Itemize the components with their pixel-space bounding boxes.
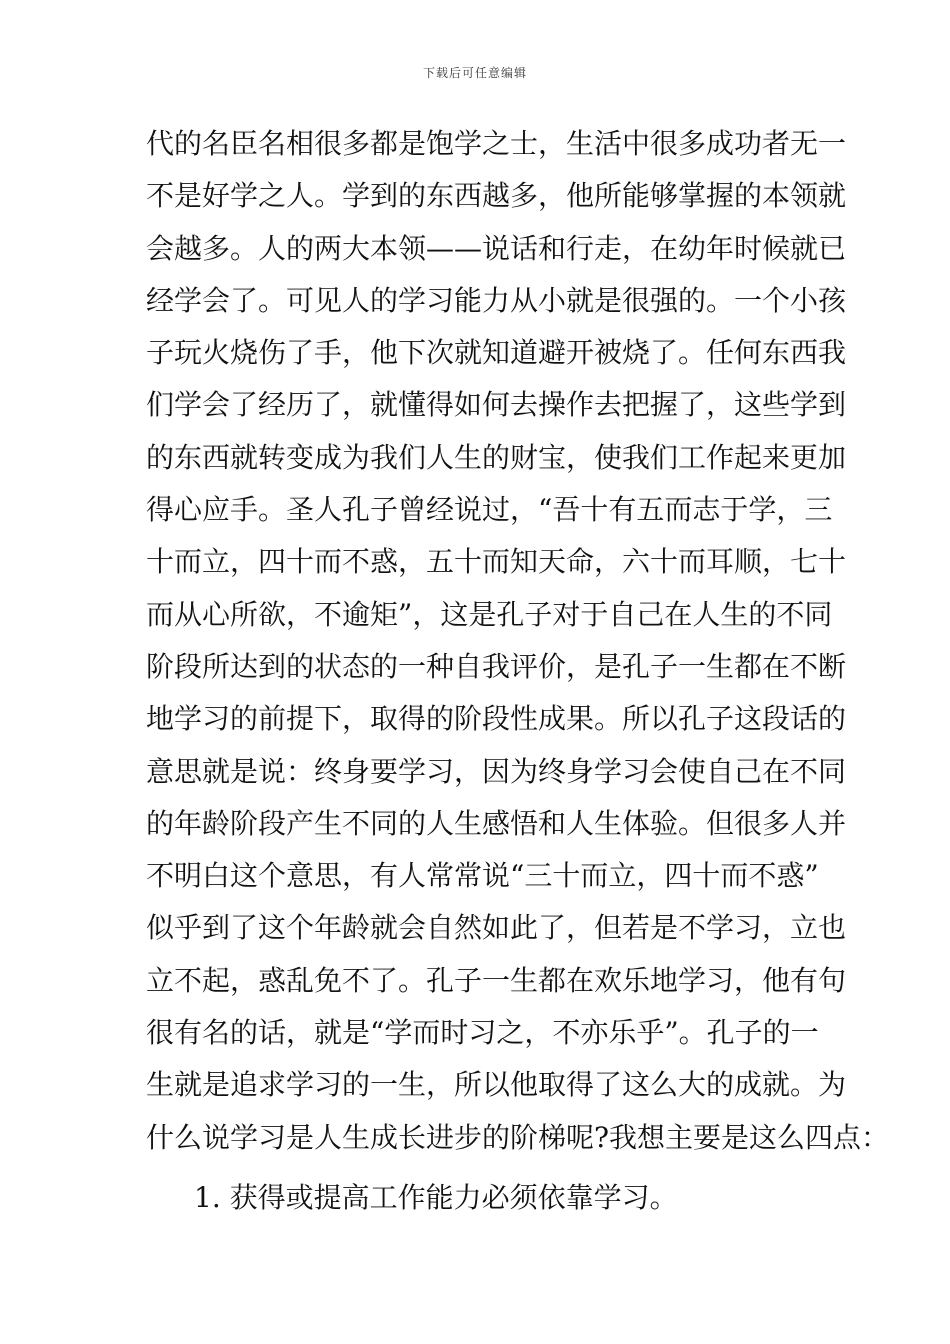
paragraph-line: 得心应手。圣人孔子曾经说过，“吾十有五而志于学，三 — [146, 493, 833, 527]
paragraph-line: 不是好学之人。学到的东西越多，他所能够掌握的本领就 — [146, 179, 847, 213]
paragraph-line: 不明白这个意思，有人常常说“三十而立，四十而不惑” — [146, 859, 819, 893]
body-paragraph — [146, 118, 890, 1164]
paragraph-line: 而从心所欲，不逾矩”，这是孔子对于自己在人生的不同 — [146, 597, 833, 631]
paragraph-line: 阶段所达到的状态的一种自我评价，是孔子一生都在不断 — [146, 649, 847, 683]
paragraph-line: 似乎到了这个年龄就会自然如此了，但若是不学习，立也 — [146, 911, 847, 945]
paragraph-line: 代的名臣名相很多都是饱学之士，生活中很多成功者无一 — [146, 127, 847, 160]
paragraph-line: 的年龄阶段产生不同的人生感悟和人生体验。但很多人并 — [146, 806, 847, 840]
paragraph-line: 经学会了。可见人的学习能力从小就是很强的。一个小孩 — [146, 283, 847, 317]
paragraph-line: 生就是追求学习的一生，所以他取得了这么大的成就。为 — [146, 1068, 847, 1102]
paragraph-line: 们学会了经历了，就懂得如何去操作去把握了，这些学到 — [146, 388, 847, 422]
paragraph-line: 立不起，惑乱免不了。孔子一生都在欢乐地学习，他有句 — [146, 963, 847, 997]
paragraph-line: 意思就是说：终身要学习，因为终身学习会使自己在不同 — [146, 754, 847, 788]
paragraph-line: 什么说学习是人生成长进步的阶梯呢?我想主要是这么四点： — [146, 1120, 890, 1154]
page-header: 下载后可任意编辑 — [422, 66, 527, 80]
list-item: 1. 获得或提高工作能力必须依靠学习。 — [194, 1181, 678, 1214]
paragraph-line: 的东西就转变成为我们人生的财宝，使我们工作起来更加 — [146, 440, 847, 474]
paragraph-line: 很有名的话，就是“学而时习之，不亦乐乎”。孔子的一 — [146, 1016, 819, 1050]
paragraph-line: 十而立，四十而不惑，五十而知天命，六十而耳顺，七十 — [146, 545, 847, 579]
paragraph-line: 子玩火烧伤了手，他下次就知道避开被烧了。任何东西我 — [146, 336, 847, 370]
paragraph-line: 地学习的前提下，取得的阶段性成果。所以孔子这段话的 — [146, 702, 847, 736]
paragraph-line: 会越多。人的两大本领——说话和行走，在幼年时候就已 — [146, 231, 847, 265]
